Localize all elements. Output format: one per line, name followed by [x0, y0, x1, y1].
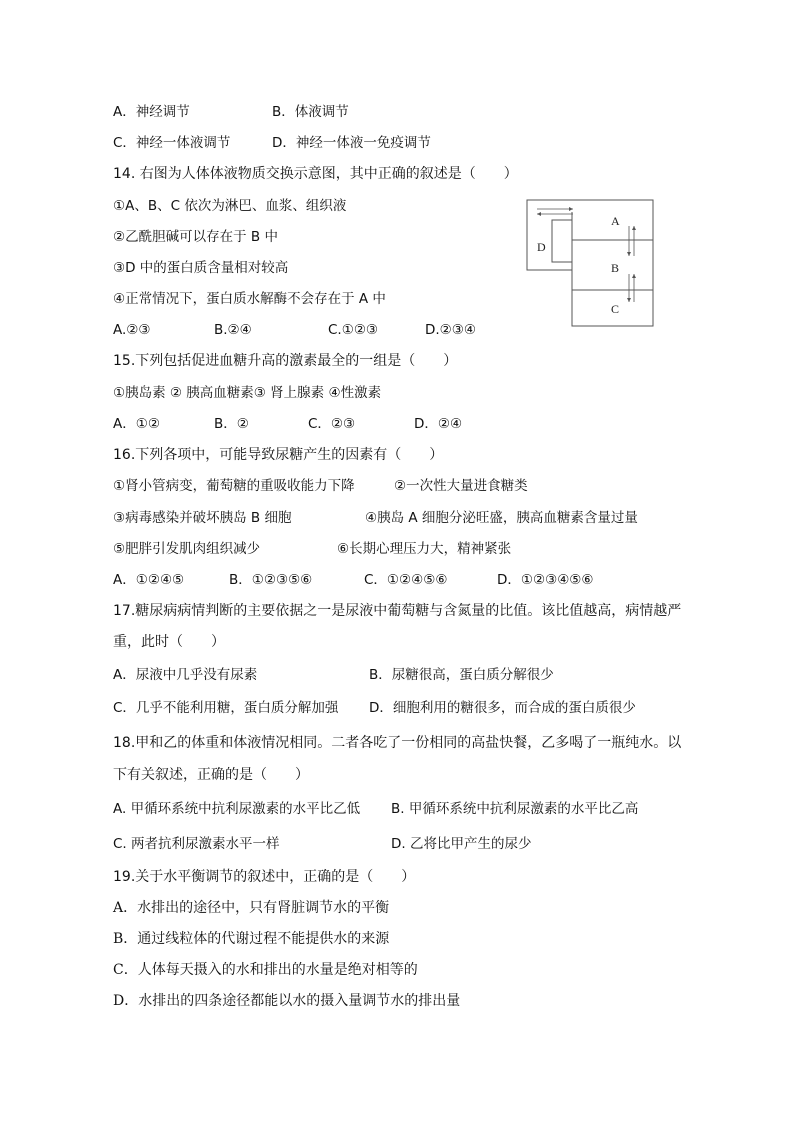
q19-option-b: B．通过线粒体的代谢过程不能提供水的来源 [113, 931, 390, 947]
q16-option-b: B．①②③⑤⑥ [229, 572, 313, 588]
q13-option-d: D．神经一体液一免疫调节 [272, 135, 431, 151]
q15-option-a: A．①② [113, 416, 160, 432]
q16-option-a: A．①②④⑤ [113, 572, 185, 588]
arrow-d-to-a-head [569, 207, 573, 211]
q17-option-b: B．尿糖很高，蛋白质分解很少 [369, 667, 554, 683]
q16-stem: 16.下列各项中，可能导致尿糖产生的因素有（ ） [113, 447, 444, 463]
arrow-b-to-a-head [632, 226, 636, 230]
diagram-outline [527, 200, 653, 326]
q15-items: ①胰岛素 ② 胰高血糖素③ 肾上腺素 ④性激素 [113, 385, 382, 401]
arrow-a-to-b-head [627, 252, 631, 256]
q14-option-a: A.②③ [113, 322, 151, 338]
q16-factor-4: ④胰岛 A 细胞分泌旺盛，胰高血糖素含量过量 [365, 510, 638, 526]
label-b: B [611, 261, 620, 275]
q18-option-d: D. 乙将比甲产生的尿少 [391, 836, 532, 852]
label-d: D [537, 240, 546, 254]
q19-option-d: D．水排出的四条途径都能以水的摄入量调节水的排出量 [113, 993, 461, 1009]
arrow-a-to-d-head [537, 212, 541, 216]
q16-factor-5: ⑤肥胖引发肌肉组织减少 [113, 541, 261, 557]
q14-statement-4: ④正常情况下，蛋白质水解酶不会存在于 A 中 [113, 291, 386, 307]
body-fluid-exchange-diagram [525, 198, 665, 330]
q15-option-d: D．②④ [414, 416, 463, 432]
q16-option-c: C．①②④⑤⑥ [364, 572, 448, 588]
q19-option-a: A．水排出的途径中，只有肾脏调节水的平衡 [113, 900, 390, 916]
label-a: A [611, 214, 620, 228]
q15-stem: 15.下列包括促进血糖升高的激素最全的一组是（ ） [113, 353, 458, 369]
q18-stem-line1: 18.甲和乙的体重和体液情况相同。二者各吃了一份相同的高盐快餐，乙多喝了一瓶纯水。以 [113, 735, 682, 751]
q17-option-a: A．尿液中几乎没有尿素 [113, 667, 258, 683]
q14-option-c: C.①②③ [328, 322, 379, 338]
q16-option-d: D．①②③④⑤⑥ [497, 572, 594, 588]
q14-stem: 14. 右图为人体体液物质交换示意图，其中正确的叙述是（ ） [113, 166, 518, 182]
q16-factor-6: ⑥长期心理压力大，精神紧张 [337, 541, 512, 557]
q19-stem: 19.关于水平衡调节的叙述中，正确的是（ ） [113, 869, 416, 885]
q13-option-c: C．神经一体液调节 [113, 135, 231, 151]
arrow-b-to-c-head [627, 298, 631, 302]
q13-option-a: A．神经调节 [113, 104, 190, 120]
q18-option-b: B. 甲循环系统中抗利尿激素的水平比乙高 [391, 801, 639, 817]
arrow-c-to-b-head [632, 274, 636, 278]
q14-statement-3: ③D 中的蛋白质含量相对较高 [113, 260, 289, 276]
q14-option-b: B.②④ [214, 322, 252, 338]
q15-option-b: B．② [214, 416, 249, 432]
q15-option-c: C．②③ [308, 416, 356, 432]
q16-factor-3: ③病毒感染并破坏胰岛 B 细胞 [113, 510, 292, 526]
q18-option-a: A. 甲循环系统中抗利尿激素的水平比乙低 [113, 801, 361, 817]
q19-option-c: C．人体每天摄入的水和排出的水量是绝对相等的 [113, 962, 418, 978]
q17-stem-line2: 重，此时（ ） [113, 634, 225, 650]
label-c: C [611, 302, 620, 316]
q18-option-c: C. 两者抗利尿激素水平一样 [113, 836, 280, 852]
q14-statement-2: ②乙酰胆碱可以存在于 B 中 [113, 229, 278, 245]
q16-factor-1: ①肾小管病变，葡萄糖的重吸收能力下降 [113, 478, 355, 494]
q17-stem-line1: 17.糖尿病病情判断的主要依据之一是尿液中葡萄糖与含氮量的比值。该比值越高，病情越严 [113, 603, 682, 619]
q18-stem-line2: 下有关叙述，正确的是（ ） [113, 767, 309, 783]
q13-option-b: B．体液调节 [272, 104, 349, 120]
q16-factor-2: ②一次性大量进食糖类 [394, 478, 528, 494]
q14-option-d: D.②③④ [425, 322, 476, 338]
q17-option-d: D．细胞利用的糖很多，而合成的蛋白质很少 [369, 700, 636, 716]
d-inner-box [552, 220, 572, 262]
q17-option-c: C．几乎不能利用糖，蛋白质分解加强 [113, 700, 339, 716]
q14-statement-1: ①A、B、C 依次为淋巴、血浆、组织液 [113, 198, 347, 214]
